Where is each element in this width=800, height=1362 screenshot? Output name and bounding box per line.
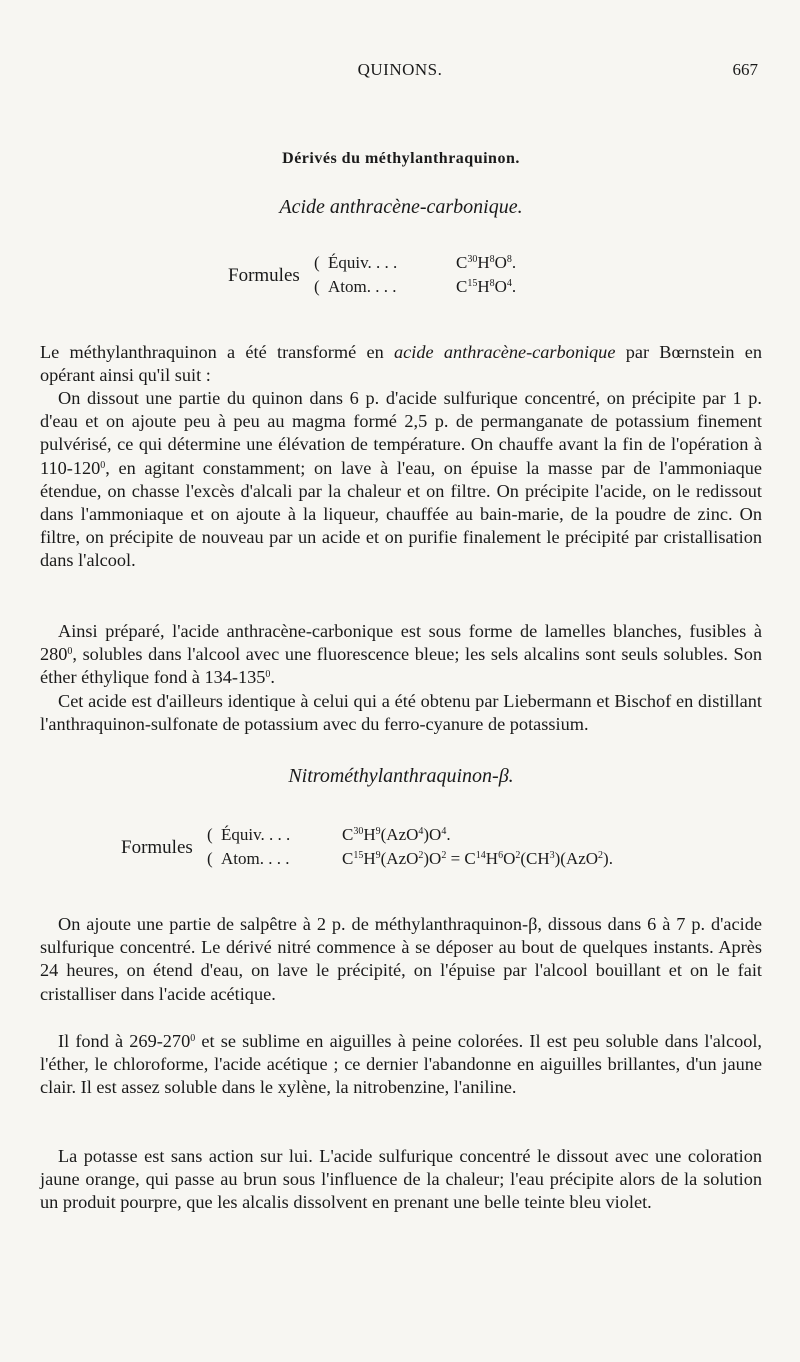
- brace-bottom: (: [207, 849, 213, 868]
- equiv-formula: $C^{30}H^8O^8$.: [456, 253, 517, 272]
- paragraph: Le méthylanthraquinon a été transformé en acide anthracène-carbonique par Bœrnstein en opérant ainsi qu'il suit :: [40, 342, 762, 386]
- atom-label: Atom. . . .: [221, 849, 290, 868]
- running-header: [0, 60, 800, 84]
- formula-label: Formules: [121, 837, 193, 858]
- paragraph: Ainsi préparé, l'acide anthracène-carbonique est sous forme de lamelles blanches, fusibles à $280^0$, solubles dans l'alcool avec une fluorescence bleue; les sels alcalins sont seuls solubles. Son éther éthylique fond à $134-135^0$.: [40, 621, 762, 688]
- compound-title-anthracene-carbonique: Acide anthracène-carbonique.: [279, 196, 523, 218]
- equiv-formula: $C^{30}H^9(AzO^4)O^4$.: [342, 825, 451, 844]
- formula-label: Formules: [228, 265, 300, 286]
- page-number: 667: [732, 60, 758, 79]
- atom-formula: $C^{15}H^8O^4$.: [456, 277, 517, 296]
- formula-block-2: [121, 823, 761, 879]
- equiv-label: Équiv. . . .: [221, 825, 291, 844]
- brace-top: (: [314, 253, 320, 272]
- section-title: Dérivés du méthylanthraquinon.: [282, 150, 520, 167]
- atom-label: Atom. . . .: [328, 277, 397, 296]
- running-title: QUINONS.: [357, 60, 443, 79]
- paragraph: On ajoute une partie de salpêtre à 2 p. de méthylanthraquinon-β, dissous dans 6 à 7 p. d'acide sulfurique concentré. Le dérivé nitré commence à se déposer au bout de quelques instants. Après 24 heures, on étend d'eau, on lave le précipité, on l'épuise par l'alcool bouillant et on le fait cristalliser dans l'acide acétique.: [40, 914, 762, 1004]
- brace-bottom: (: [314, 277, 320, 296]
- paragraph: Cet acide est d'ailleurs identique à celui qui a été obtenu par Liebermann et Bischof en distillant l'anthraquinon-sulfonate de potassium avec du ferro-cyanure de potassium.: [40, 691, 762, 735]
- compound-title-nitromethylanthraquinon: Nitrométhylanthraquinon-β.: [288, 765, 514, 787]
- equiv-label: Équiv. . . .: [328, 253, 398, 272]
- paragraph: La potasse est sans action sur lui. L'acide sulfurique concentré le dissout avec une coloration jaune orange, qui passe au brun sous l'influence de la chaleur; l'eau précipite alors de la solution un produit pourpre, que les alcalis dissolvent en prenant une belle teinte bleu violet.: [40, 1146, 762, 1213]
- formula-block-1: [228, 250, 568, 306]
- atom-formula: $C^{15}H^9(AzO^2)O^2 = C^{14}H^6O^2(CH^3)(AzO^2)$.: [342, 849, 613, 868]
- paragraph: On dissout une partie du quinon dans 6 p. d'acide sulfurique concentré, on précipite par 1 p. d'eau et on ajoute peu à peu au magma formé 2,5 p. de permanganate de potassium finement pulvérisé, ce qui détermine une élévation de température. On chauffe avant la fin de l'opération à $110-120^0$, en agitant constamment; on lave à l'eau, on épuise la masse par de l'ammoniaque étendue, on chasse l'excès d'alcali par la chaleur et on filtre. On précipite l'acide, on le redissout dans l'ammoniaque et on ajoute à la liqueur, chauffée au bain-marie, de la poudre de zinc. On filtre, on précipite de nouveau par un acide et on purifie finalement le précipité par cristallisation dans l'alcool.: [40, 388, 762, 571]
- brace-top: (: [207, 825, 213, 844]
- paragraph: Il fond à $269-270^0$ et se sublime en aiguilles à peine colorées. Il est peu soluble dans l'alcool, l'éther, le chloroforme, l'acide acétique ; ce dernier l'abandonne en aiguilles brillantes, d'un jaune clair. Il est assez soluble dans le xylène, la nitrobenzine, l'aniline.: [40, 1031, 762, 1098]
